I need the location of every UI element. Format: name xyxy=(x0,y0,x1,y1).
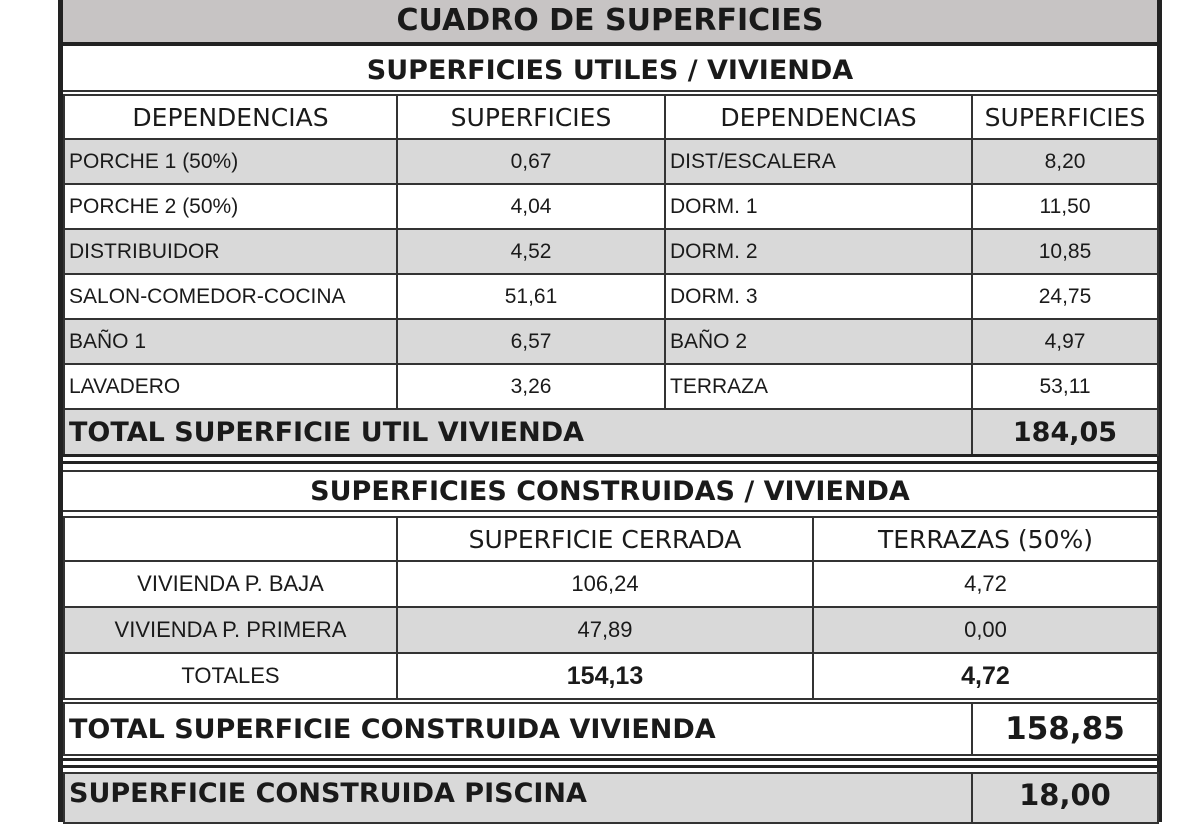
table-row xyxy=(64,561,1158,607)
room-area: 8,20 xyxy=(972,139,1158,184)
section-divider xyxy=(63,758,1157,768)
room-name: PORCHE 2 (50%) xyxy=(64,184,397,229)
table-row xyxy=(64,229,1158,274)
room-name: BAÑO 2 xyxy=(665,319,972,364)
room-name: SALON-COMEDOR-COCINA xyxy=(64,274,397,319)
table-row xyxy=(64,139,1158,184)
floor-name: VIVIENDA P. PRIMERA xyxy=(64,607,397,653)
room-name: TERRAZA xyxy=(665,364,972,409)
table-row xyxy=(64,607,1158,653)
room-area: 3,26 xyxy=(397,364,665,409)
room-name: DORM. 2 xyxy=(665,229,972,274)
totales-row xyxy=(64,653,1158,699)
utiles-table xyxy=(63,94,1159,456)
utiles-heading: SUPERFICIES UTILES / VIVIENDA xyxy=(63,50,1157,92)
col-superficie-cerrada: SUPERFICIE CERRADA xyxy=(397,517,813,561)
utiles-header-row xyxy=(64,95,1158,139)
table-row xyxy=(64,364,1158,409)
construida-total-row xyxy=(64,703,1158,755)
col-dependencias-left: DEPENDENCIAS xyxy=(64,95,397,139)
construidas-header-row xyxy=(64,517,1158,561)
room-name: BAÑO 1 xyxy=(64,319,397,364)
room-area: 53,11 xyxy=(972,364,1158,409)
room-area: 24,75 xyxy=(972,274,1158,319)
utiles-total-value: 184,05 xyxy=(972,409,1158,455)
room-name: LAVADERO xyxy=(64,364,397,409)
construidas-heading: SUPERFICIES CONSTRUIDAS / VIVIENDA xyxy=(63,470,1157,512)
room-name: DORM. 1 xyxy=(665,184,972,229)
construidas-table xyxy=(63,516,1159,700)
piscina-table xyxy=(63,772,1159,824)
room-name: DISTRIBUIDOR xyxy=(64,229,397,274)
totales-cerrada: 154,13 xyxy=(397,653,813,699)
table-row xyxy=(64,319,1158,364)
col-dependencias-right: DEPENDENCIAS xyxy=(665,95,972,139)
piscina-value: 18,00 xyxy=(972,773,1158,823)
terrazas-value: 4,72 xyxy=(813,561,1158,607)
section-divider xyxy=(63,454,1157,464)
room-area: 4,52 xyxy=(397,229,665,274)
room-name: PORCHE 1 (50%) xyxy=(64,139,397,184)
col-empty xyxy=(64,517,397,561)
room-area: 11,50 xyxy=(972,184,1158,229)
page-title: CUADRO DE SUPERFICIES xyxy=(63,0,1157,46)
piscina-row xyxy=(64,773,1158,823)
room-name: DIST/ESCALERA xyxy=(665,139,972,184)
terrazas-value: 0,00 xyxy=(813,607,1158,653)
room-name: DORM. 3 xyxy=(665,274,972,319)
col-superficies-left: SUPERFICIES xyxy=(397,95,665,139)
room-area: 6,57 xyxy=(397,319,665,364)
piscina-label: SUPERFICIE CONSTRUIDA PISCINA xyxy=(64,773,972,823)
construida-total-label: TOTAL SUPERFICIE CONSTRUIDA VIVIENDA xyxy=(64,703,972,755)
col-superficies-right: SUPERFICIES xyxy=(972,95,1158,139)
table-row xyxy=(64,274,1158,319)
totales-label: TOTALES xyxy=(64,653,397,699)
table-row xyxy=(64,184,1158,229)
cerrada-value: 47,89 xyxy=(397,607,813,653)
room-area: 4,97 xyxy=(972,319,1158,364)
floor-name: VIVIENDA P. BAJA xyxy=(64,561,397,607)
col-terrazas: TERRAZAS (50%) xyxy=(813,517,1158,561)
room-area: 0,67 xyxy=(397,139,665,184)
cerrada-value: 106,24 xyxy=(397,561,813,607)
construida-total-table xyxy=(63,702,1159,756)
utiles-total-label: TOTAL SUPERFICIE UTIL VIVIENDA xyxy=(64,409,972,455)
totales-terrazas: 4,72 xyxy=(813,653,1158,699)
room-area: 4,04 xyxy=(397,184,665,229)
utiles-total-row xyxy=(64,409,1158,455)
room-area: 10,85 xyxy=(972,229,1158,274)
room-area: 51,61 xyxy=(397,274,665,319)
construida-total-value: 158,85 xyxy=(972,703,1158,755)
